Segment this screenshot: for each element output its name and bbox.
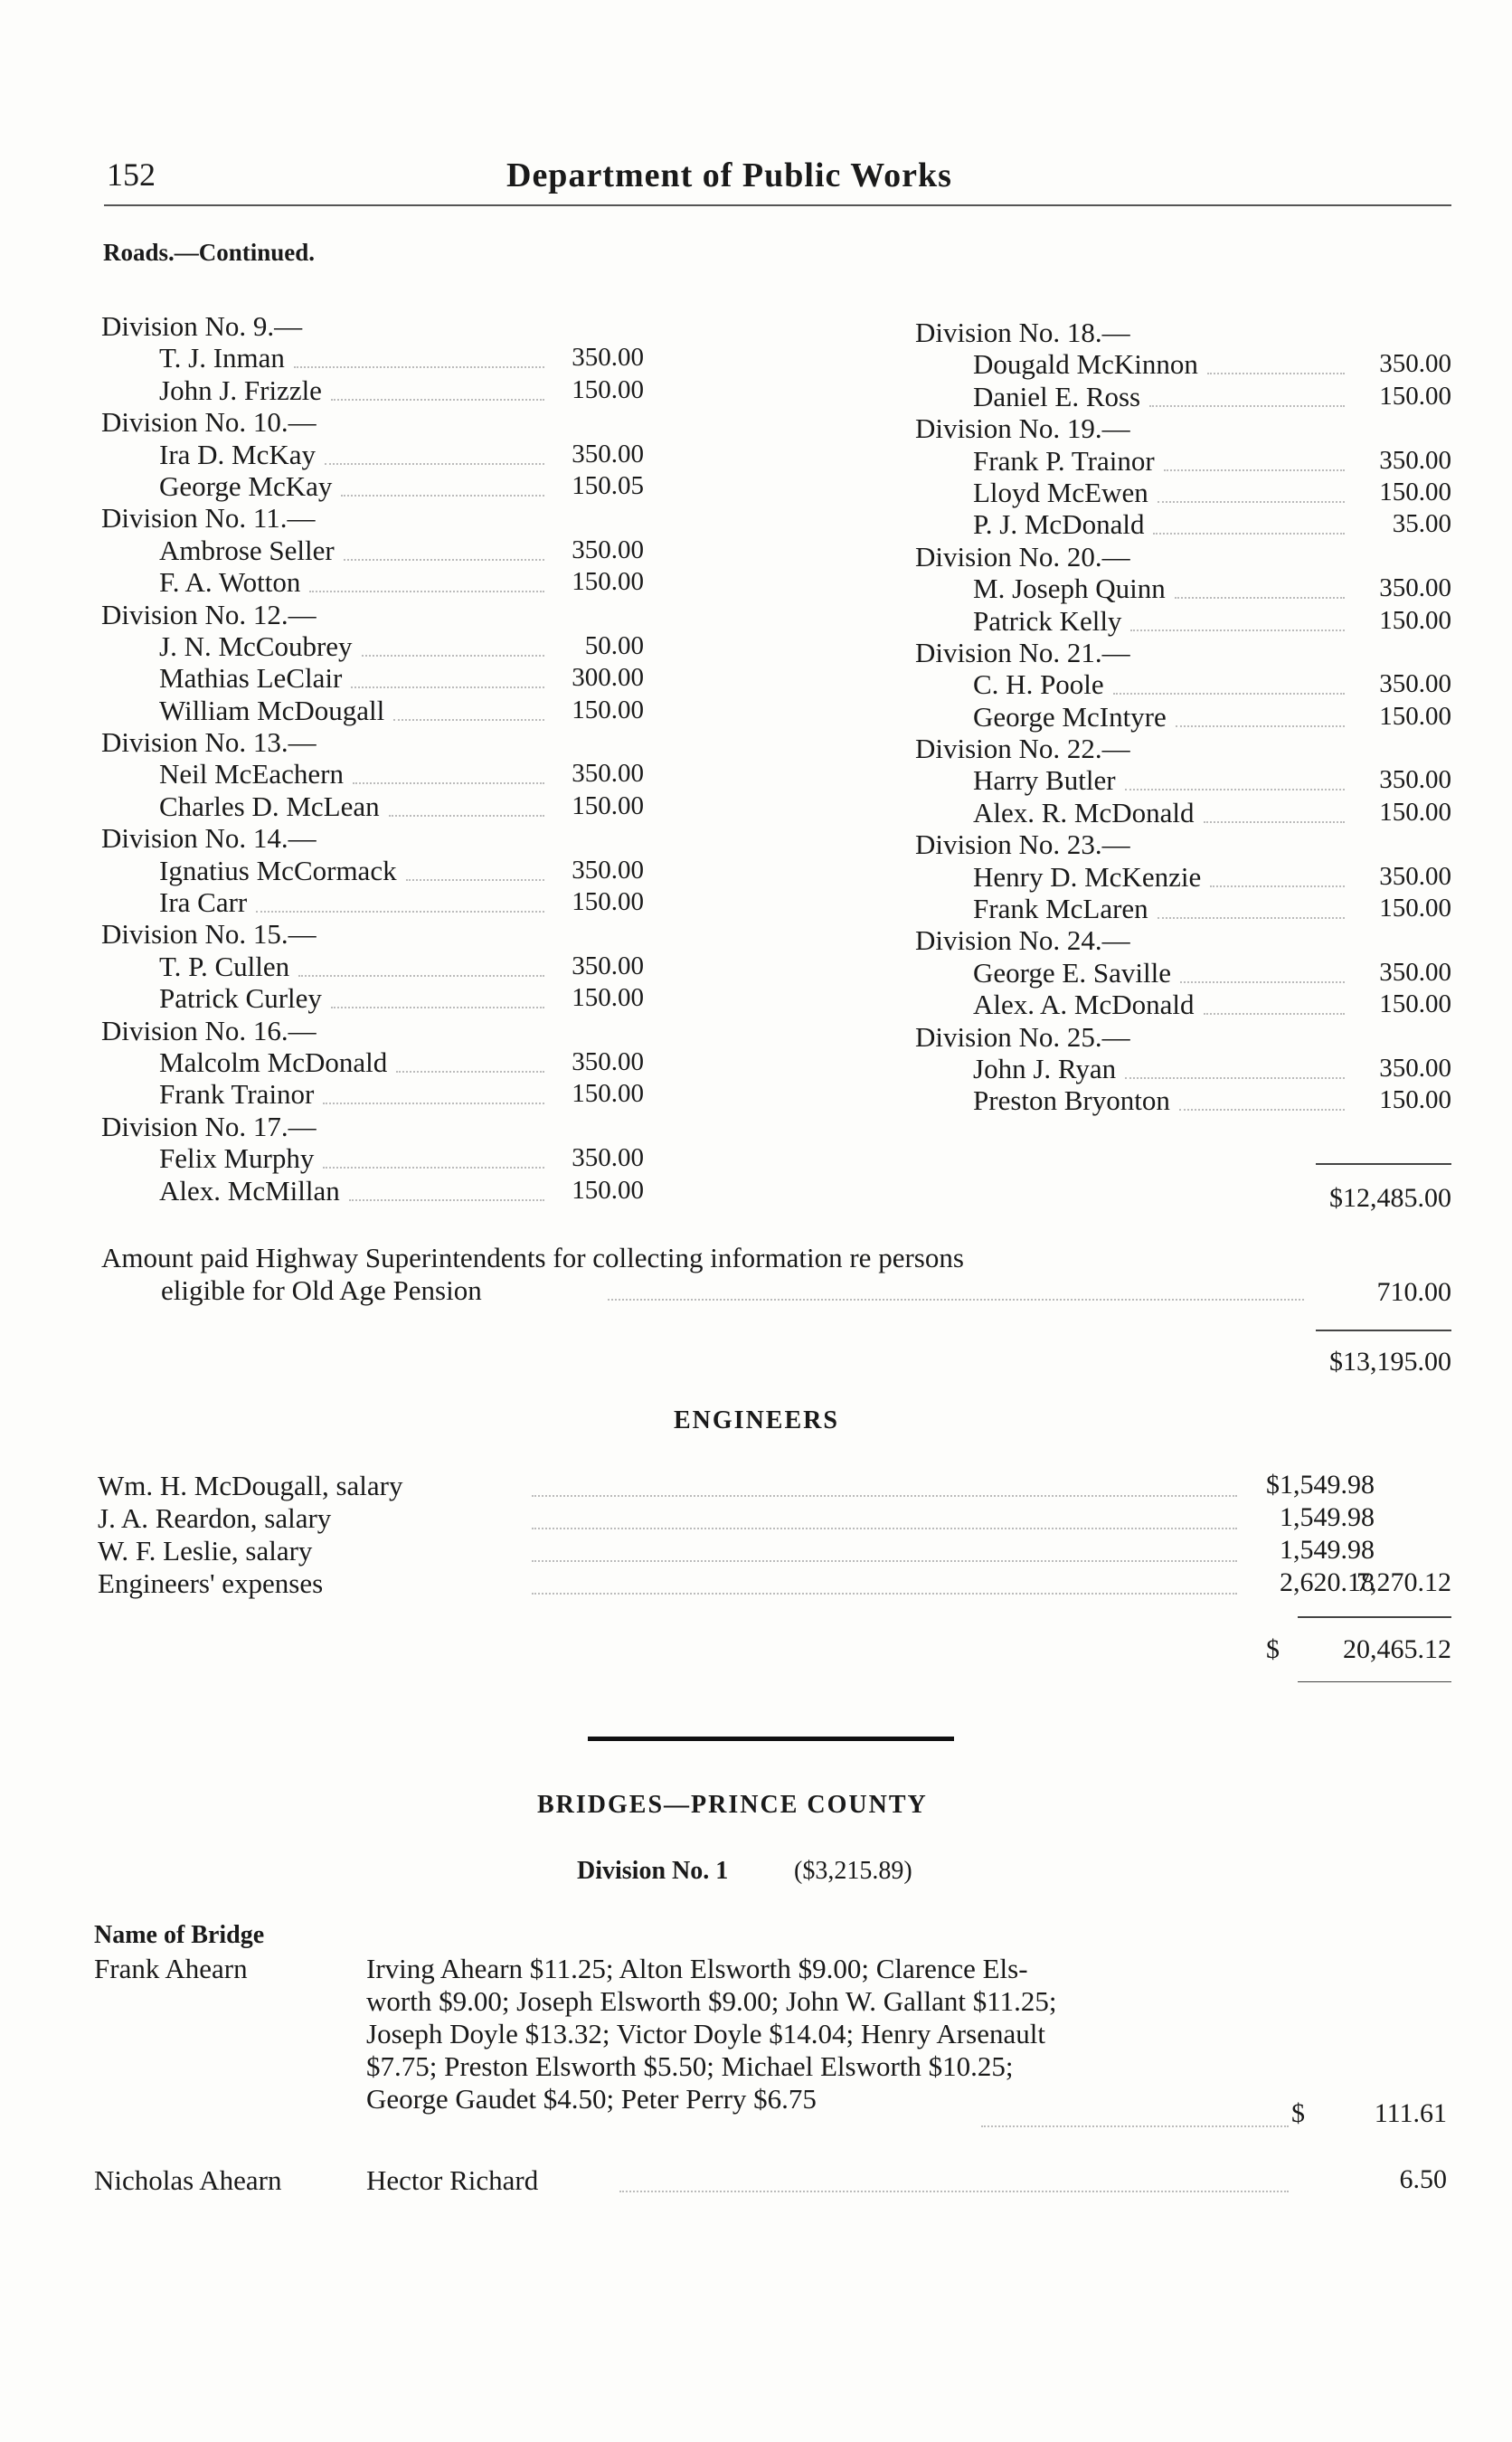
leader-dots xyxy=(256,911,544,913)
bridge-worker-line: worth $9.00; Joseph Elsworth $9.00; John W. Gallant $11.25; xyxy=(366,1985,1057,2017)
payee-row xyxy=(915,348,1458,380)
leader-dots xyxy=(389,815,544,817)
payee-name: George McKay xyxy=(159,469,333,502)
bridge-worker-line: $7.75; Preston Elsworth $5.50; Michael Elsworth $10.25; xyxy=(366,2050,1014,2082)
pension-line-2: eligible for Old Age Pension xyxy=(161,1274,482,1306)
payee-name: Malcolm McDonald xyxy=(159,1046,388,1078)
payee-name: Preston Bryonton xyxy=(973,1084,1170,1117)
payee-row xyxy=(101,342,644,374)
payee-row xyxy=(915,989,1458,1020)
payee-row xyxy=(915,701,1458,733)
payee-name: Ira Carr xyxy=(159,886,248,919)
leader-dots xyxy=(341,495,544,497)
leader-dots xyxy=(532,1560,1237,1562)
division-row xyxy=(101,822,644,854)
leader-dots xyxy=(353,782,544,784)
division-label: Division No. 23.— xyxy=(915,828,1130,861)
roads-left-column xyxy=(101,310,644,1207)
payee-row xyxy=(101,439,644,470)
payee-name: Ambrose Seller xyxy=(159,534,335,566)
payee-amount: 150.00 xyxy=(1379,1085,1451,1115)
payee-name: C. H. Poole xyxy=(973,668,1104,701)
payee-amount: 150.00 xyxy=(572,983,644,1013)
engineers-list xyxy=(98,1470,1454,1600)
engineer-row xyxy=(98,1535,1454,1567)
bridge-amount: 6.50 xyxy=(1399,2164,1447,2194)
payee-name: Felix Murphy xyxy=(159,1142,315,1175)
section-label: Roads.—Continued. xyxy=(103,239,316,266)
leader-dots xyxy=(323,1103,544,1104)
leader-dots xyxy=(532,1593,1237,1595)
header-rule xyxy=(104,204,1451,206)
payee-amount: 150.00 xyxy=(572,567,644,597)
payee-amount: 150.00 xyxy=(1379,701,1451,731)
engineer-amount: 2,620.18 xyxy=(1280,1567,1375,1597)
bridge-worker-line: Irving Ahearn $11.25; Alton Elsworth $9.00; Clarence Els- xyxy=(366,1953,1028,1984)
payee-row xyxy=(915,1084,1458,1116)
payee-name: George McIntyre xyxy=(973,700,1167,733)
leader-dots xyxy=(331,1007,544,1008)
payee-name: Alex. McMillan xyxy=(159,1174,340,1207)
division-row xyxy=(101,1015,644,1046)
payee-amount: 150.00 xyxy=(1379,381,1451,411)
engineer-row xyxy=(98,1502,1454,1535)
payee-amount: 350.00 xyxy=(572,1046,644,1076)
payee-name: Neil McEachern xyxy=(159,758,344,790)
division-label: Division No. 24.— xyxy=(915,924,1130,957)
payee-name: William McDougall xyxy=(159,694,385,726)
division-label: Division No. 12.— xyxy=(101,598,317,630)
division-label: Division No. 17.— xyxy=(101,1110,317,1142)
page-title: Department of Public Works xyxy=(506,156,952,194)
payee-amount: 150.00 xyxy=(1379,894,1451,923)
payee-amount: 350.00 xyxy=(1379,765,1451,795)
payee-amount: 150.00 xyxy=(572,695,644,724)
payee-name: Charles D. McLean xyxy=(159,790,380,822)
payee-name: Henry D. McKenzie xyxy=(973,860,1202,893)
bridge-dots xyxy=(981,2125,1289,2127)
payee-amount: 300.00 xyxy=(572,663,644,693)
payee-amount: 150.00 xyxy=(572,790,644,820)
payee-name: Frank McLaren xyxy=(973,893,1148,925)
leader-dots xyxy=(1180,981,1345,983)
division-amount: ($3,215.89) xyxy=(794,1857,912,1885)
bridge-amount: 111.61 xyxy=(1374,2098,1447,2128)
leader-dots xyxy=(406,879,544,881)
division-label: Division No. 19.— xyxy=(915,412,1130,445)
division-row xyxy=(101,310,644,342)
bridge-name: Nicholas Ahearn xyxy=(94,2164,282,2196)
payee-amount: 150.00 xyxy=(572,1175,644,1205)
payee-amount: 150.00 xyxy=(1379,989,1451,1019)
payee-row xyxy=(915,605,1458,637)
leader-dots xyxy=(1175,597,1345,599)
leader-dots xyxy=(1179,1109,1345,1111)
payee-name: Patrick Kelly xyxy=(973,604,1122,637)
engineer-amount: 1,549.98 xyxy=(1280,1535,1375,1565)
payee-name: Mathias LeClair xyxy=(159,662,343,695)
leader-dots xyxy=(294,366,544,368)
payee-amount: 350.00 xyxy=(572,1143,644,1173)
payee-row xyxy=(101,1175,644,1207)
payee-row xyxy=(101,566,644,598)
section-divider xyxy=(588,1737,954,1741)
payee-row xyxy=(101,790,644,822)
payee-name: George E. Saville xyxy=(973,956,1171,989)
division-row xyxy=(915,412,1458,444)
payee-row xyxy=(101,1142,644,1174)
payee-amount: 350.00 xyxy=(572,759,644,789)
division-title: Division No. 1 xyxy=(577,1857,729,1885)
payee-name: Ira D. McKay xyxy=(159,438,317,470)
grand-total-rule xyxy=(1298,1681,1451,1682)
leader-dots xyxy=(1113,693,1345,695)
payee-row xyxy=(101,758,644,790)
payee-amount: 350.00 xyxy=(572,951,644,980)
leader-dots xyxy=(1149,405,1345,407)
pension-amount: 710.00 xyxy=(1376,1277,1451,1307)
payee-row xyxy=(915,445,1458,477)
roads-subtotal: $12,485.00 xyxy=(1329,1183,1451,1213)
payee-name: Alex. R. McDonald xyxy=(973,796,1195,828)
payee-name: Daniel E. Ross xyxy=(973,380,1141,412)
division-label: Division No. 16.— xyxy=(101,1014,317,1046)
engineer-row xyxy=(98,1567,1454,1600)
payee-amount: 150.00 xyxy=(1379,605,1451,635)
pension-rule xyxy=(1316,1330,1451,1331)
leader-dots xyxy=(1204,821,1345,823)
bridge-currency: $ xyxy=(1291,2098,1305,2128)
payee-row xyxy=(915,573,1458,604)
payee-row xyxy=(915,1053,1458,1084)
engineer-row xyxy=(98,1470,1454,1502)
leader-dots xyxy=(1207,373,1345,374)
division-row xyxy=(101,726,644,758)
division-label: Division No. 25.— xyxy=(915,1020,1130,1053)
payee-row xyxy=(915,957,1458,989)
page-number: 152 xyxy=(107,156,156,193)
payee-row xyxy=(915,668,1458,700)
engineer-amount: $1,549.98 xyxy=(1266,1470,1375,1500)
division-row xyxy=(915,1021,1458,1053)
payee-row xyxy=(101,951,644,982)
engineer-amount: 1,549.98 xyxy=(1280,1502,1375,1532)
leader-dots xyxy=(1130,629,1345,631)
payee-name: P. J. McDonald xyxy=(973,508,1145,541)
payee-row xyxy=(101,695,644,726)
engineer-label: Engineers' expenses xyxy=(98,1567,324,1599)
payee-amount: 350.00 xyxy=(572,343,644,373)
payee-row xyxy=(915,381,1458,412)
payee-name: T. J. Inman xyxy=(159,342,285,374)
payee-name: John J. Ryan xyxy=(973,1052,1117,1084)
pension-line-1: Amount paid Highway Superintendents for collecting information re persons xyxy=(101,1242,964,1273)
leader-dots xyxy=(351,686,544,688)
payee-name: Alex. A. McDonald xyxy=(973,989,1195,1021)
roads-total: $13,195.00 xyxy=(1329,1347,1451,1377)
engineers-subtotal: 7,270.12 xyxy=(1356,1567,1451,1597)
payee-row xyxy=(101,982,644,1014)
payee-row xyxy=(101,535,644,566)
division-row xyxy=(915,317,1458,348)
leader-dots xyxy=(1204,1013,1345,1015)
payee-name: Harry Butler xyxy=(973,764,1116,797)
payee-name: F. A. Wotton xyxy=(159,566,301,599)
payee-amount: 150.00 xyxy=(572,374,644,404)
division-row xyxy=(915,924,1458,956)
division-label: Division No. 21.— xyxy=(915,636,1130,668)
leader-dots xyxy=(532,1528,1237,1529)
engineer-label: J. A. Reardon, salary xyxy=(98,1502,332,1534)
leader-dots xyxy=(1153,533,1345,535)
payee-amount: 350.00 xyxy=(1379,669,1451,699)
division-label: Division No. 18.— xyxy=(915,317,1130,348)
leader-dots xyxy=(298,975,544,977)
engineers-rule xyxy=(1298,1616,1451,1618)
payee-amount: 350.00 xyxy=(572,535,644,564)
division-row xyxy=(101,599,644,630)
payee-amount: 350.00 xyxy=(1379,957,1451,987)
bridge-column-header: Name of Bridge xyxy=(94,1921,265,1949)
payee-name: T. P. Cullen xyxy=(159,950,290,982)
grand-total-sign: $ xyxy=(1266,1634,1280,1664)
payee-name: John J. Frizzle xyxy=(159,374,322,406)
payee-row xyxy=(101,1078,644,1110)
payee-amount: 50.00 xyxy=(584,630,644,660)
payee-row xyxy=(915,797,1458,828)
leader-dots xyxy=(349,1199,544,1201)
payee-amount: 350.00 xyxy=(1379,861,1451,891)
payee-row xyxy=(101,662,644,694)
leader-dots xyxy=(532,1495,1237,1497)
payee-name: Lloyd McEwen xyxy=(973,476,1148,508)
grand-total: 20,465.12 xyxy=(1343,1634,1451,1664)
payee-row xyxy=(915,893,1458,924)
leader-dots xyxy=(1158,917,1345,919)
bridge-worker-line: Joseph Doyle $13.32; Victor Doyle $14.04; Henry Arsenault xyxy=(366,2018,1045,2049)
payee-amount: 350.00 xyxy=(1379,349,1451,379)
division-label: Division No. 22.— xyxy=(915,733,1130,765)
payee-amount: 150.00 xyxy=(1379,797,1451,827)
subtotal-rule xyxy=(1316,1163,1451,1165)
bridge-worker: Hector Richard xyxy=(366,2164,539,2196)
division-row xyxy=(915,541,1458,573)
division-label: Division No. 9.— xyxy=(101,310,303,342)
bridge-dots xyxy=(619,2191,1289,2192)
division-row xyxy=(101,502,644,534)
payee-amount: 150.00 xyxy=(572,1079,644,1109)
payee-amount: 150.05 xyxy=(572,470,644,500)
payee-row xyxy=(101,1046,644,1078)
division-label: Division No. 13.— xyxy=(101,726,317,759)
leader-dots xyxy=(396,1071,544,1073)
payee-row xyxy=(101,855,644,886)
division-label: Division No. 20.— xyxy=(915,540,1130,573)
bridge-name: Frank Ahearn xyxy=(94,1953,248,1984)
division-label: Division No. 10.— xyxy=(101,406,317,439)
leader-dots xyxy=(393,719,544,721)
payee-amount: 35.00 xyxy=(1392,509,1451,539)
payee-name: Frank Trainor xyxy=(159,1078,315,1111)
division-row xyxy=(915,828,1458,860)
division-label: Division No. 14.— xyxy=(101,822,317,855)
leader-dots xyxy=(1158,501,1345,503)
division-label: Division No. 11.— xyxy=(101,502,316,535)
payee-amount: 150.00 xyxy=(1379,477,1451,506)
payee-name: M. Joseph Quinn xyxy=(973,573,1166,605)
payee-name: J. N. McCoubrey xyxy=(159,629,353,662)
leader-dots xyxy=(1125,789,1345,790)
payee-amount: 350.00 xyxy=(1379,445,1451,475)
division-row xyxy=(101,406,644,438)
pension-dots xyxy=(608,1299,1304,1301)
leader-dots xyxy=(1176,725,1345,727)
leader-dots xyxy=(325,463,544,465)
payee-row xyxy=(915,508,1458,540)
engineer-label: W. F. Leslie, salary xyxy=(98,1535,313,1566)
leader-dots xyxy=(1164,469,1345,471)
leader-dots xyxy=(323,1167,544,1169)
division-row xyxy=(101,1111,644,1142)
leader-dots xyxy=(1210,885,1345,887)
bridge-workers xyxy=(366,1953,1298,2115)
payee-name: Frank P. Trainor xyxy=(973,444,1155,477)
division-label: Division No. 15.— xyxy=(101,918,317,951)
payee-name: Ignatius McCormack xyxy=(159,854,397,886)
payee-amount: 350.00 xyxy=(1379,573,1451,603)
leader-dots xyxy=(1125,1077,1345,1079)
payee-row xyxy=(915,477,1458,508)
payee-row xyxy=(101,630,644,662)
payee-name: Patrick Curley xyxy=(159,982,322,1015)
payee-amount: 350.00 xyxy=(1379,1053,1451,1083)
payee-row xyxy=(915,861,1458,893)
payee-amount: 350.00 xyxy=(572,439,644,469)
payee-row xyxy=(915,764,1458,796)
leader-dots xyxy=(309,591,544,592)
payee-name: Dougald McKinnon xyxy=(973,348,1198,381)
payee-row xyxy=(101,374,644,406)
leader-dots xyxy=(331,399,544,401)
engineers-heading: ENGINEERS xyxy=(674,1406,839,1434)
payee-row xyxy=(101,886,644,918)
payee-row xyxy=(101,470,644,502)
payee-amount: 350.00 xyxy=(572,855,644,885)
division-row xyxy=(915,637,1458,668)
payee-amount: 150.00 xyxy=(572,887,644,917)
bridges-heading: BRIDGES—PRINCE COUNTY xyxy=(537,1791,928,1819)
bridge-worker-line: George Gaudet $4.50; Peter Perry $6.75 xyxy=(366,2083,817,2115)
leader-dots xyxy=(362,655,544,657)
leader-dots xyxy=(344,559,544,561)
division-row xyxy=(101,918,644,950)
division-row xyxy=(915,733,1458,764)
roads-right-column xyxy=(915,317,1458,1117)
engineer-label: Wm. H. McDougall, salary xyxy=(98,1470,403,1501)
